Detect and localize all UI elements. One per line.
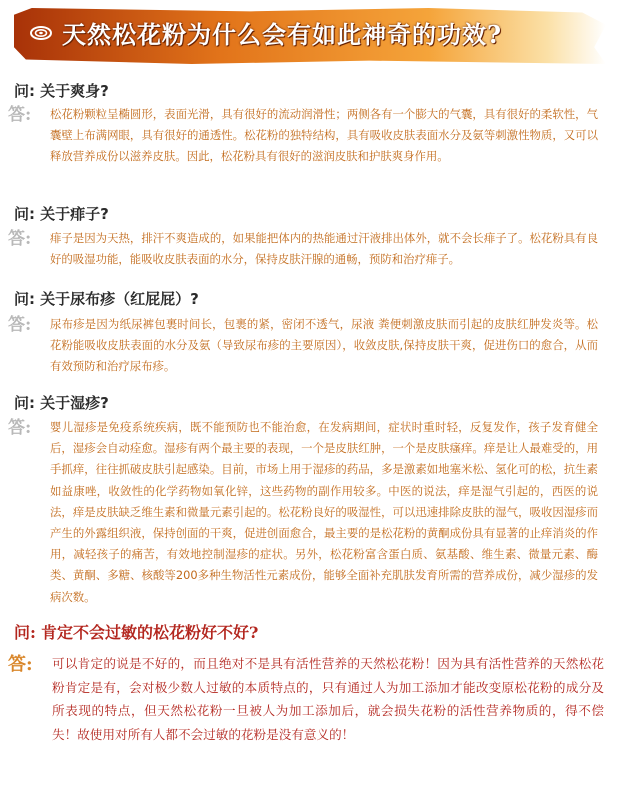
question-mark: 问: [14, 205, 35, 223]
page-title: 天然松花粉为什么会有如此神奇的功效? [62, 20, 503, 49]
question-text: 关于尿布疹（红屁屁）? [40, 290, 199, 308]
question-row-2 [14, 203, 109, 225]
question-mark: 问: [14, 290, 35, 308]
answer-text: 松花粉颗粒呈椭圆形，表面光滑，具有很好的流动润滑性；两侧各有一个膨大的气囊，具有很好的柔软性，气囊壁上布满网眼，具有很好的通透性。松花粉的独特结构，具有吸收皮肤表面水分及氨等刺激性物质，又可以释放营养成份以滋养皮肤。因此，松花粉具有很好的滋润皮肤和护肤爽身作用。 [50, 107, 598, 164]
answer-text: 痱子是因为天热，排汗不爽造成的，如果能把体内的热能通过汗液排出体外，就不会长痱子了。松花粉具有良好的吸湿功能，能吸收皮肤表面的水分，保持皮肤汗腺的通畅，预防和治疗痱子。 [50, 231, 598, 267]
question-text: 关于湿疹? [40, 394, 109, 412]
question-mark: 问: [14, 394, 35, 412]
question-mark: 问: [14, 623, 36, 642]
answer-text: 婴儿湿疹是免疫系统疾病，既不能预防也不能治愈，在发病期间，症状时重时轻，反复发作，孩子发育健全后，湿疹会自动痊愈。湿疹有两个最主要的表现，一个是皮肤红肿，一个是皮肤瘙痒。痒是让人最难受的，用手抓痒，往往抓破皮肤引起感染。目前，市场上用于湿疹的药品，多是激素如地塞米松、氢化可的松，抗生素如益康唑，收敛性的化学药物如氧化锌，这些药物的副作用较多。中医的说法，痒是湿气引起的，西医的说法，痒是皮肤缺乏维生素和微量元素引起的。松花粉良好的吸湿性，可以迅速排除皮肤的湿气，吸收因湿疹而产生的外露组织液，保持创面的干爽，促进创面愈合，最主要的是松花粉的黄酮成份具有显著的止痒消炎的作用，减轻孩子的痛苦，有效地控制湿疹的症状。另外，松花粉富含蛋白质、氨基酸、维生素、微量元素、酶类、黄酮、多糖、核酸等200多种生物活性元素成份，能够全面补充肌肤发育所需的营养成份，减少湿疹的发病次数。 [50, 420, 598, 604]
question-text: 肯定不会过敏的松花粉好不好? [41, 623, 259, 642]
question-mark: 问: [14, 82, 35, 100]
answer-mark: 答: [8, 105, 32, 125]
question-row-1 [14, 80, 109, 102]
question-row-5 [14, 621, 258, 645]
question-text: 关于痱子? [40, 205, 109, 223]
question-row-3 [14, 288, 199, 310]
swirl-icon [30, 26, 52, 40]
answer-mark: 答: [8, 418, 32, 438]
answer-mark: 答: [8, 229, 32, 249]
question-text: 关于爽身? [40, 82, 109, 100]
question-row-4 [14, 392, 109, 414]
answer-mark: 答: [8, 315, 32, 335]
answer-text: 可以肯定的说是不好的，而且绝对不是具有活性营养的天然松花粉！因为具有活性营养的天然松花粉肯定是有，会对极少数人过敏的本质特点的，只有通过人为加工添加才能改变原松花粉的成分及所表现的特点，但天然松花粉一旦被人为加工添加后，就会损失花粉的活性营养物质的，得不偿失！故使用对所有人都不会过敏的花粉是没有意义的！ [52, 656, 604, 742]
answer-mark: 答: [8, 654, 33, 675]
answer-text: 尿布疹是因为纸尿裤包裹时间长，包裹的紧，密闭不透气，尿液 粪便刺激皮肤而引起的皮肤红肿发炎等。松花粉能吸收皮肤表面的水分及氨（导致尿布疹的主要原因），收敛皮肤,保持皮肤干爽，促进伤口的愈合，从而有效预防和治疗尿布疹。 [50, 317, 598, 374]
